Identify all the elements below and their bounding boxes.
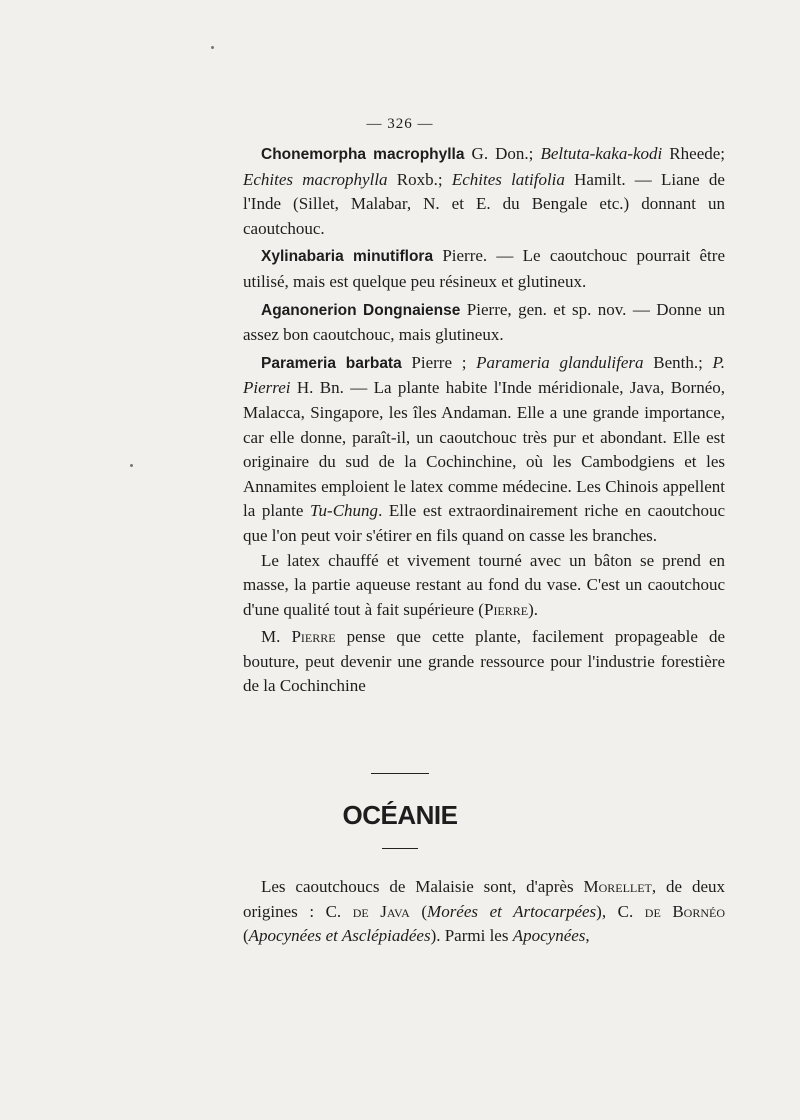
author-name: Pierre — [291, 627, 336, 647]
author-name: Morellet — [583, 877, 652, 896]
species-name: Aganonerion Dongnaiense — [261, 301, 461, 319]
entry-text: H. Bn. — La plante habite l'Inde méridionale, Java, Bornéo, Malacca, Singapore, les îles Andaman. Elle a une grande importance, car elle donne, paraît-il, un caoutchouc très pur et abondant. Elle est originaire du sud de la Cochinchine, où les Cambodgiens et les Annamites emploient le latex comme médecine. Les Chinois appellent la plante — [243, 378, 725, 521]
italic-name: Parameria glandulifera — [476, 352, 644, 372]
author-name: de Bornéo — [644, 901, 725, 921]
text-run: ), C. — [596, 901, 645, 921]
species-entry — [243, 298, 725, 348]
entry-text: Rheede; — [662, 144, 726, 163]
text-run: ). — [528, 599, 539, 619]
species-name: Xylinabaria minutiflora — [261, 248, 434, 266]
species-entry — [243, 351, 725, 549]
entry-text: . Elle est extraordinairement riche en caoutchouc que l'on peut voir s'étirer en fils quand on casse les branches. — [243, 501, 725, 545]
body-text-lower — [243, 875, 725, 949]
italic-name: Beltuta-kaka-kodi — [540, 144, 663, 163]
text-run: M. — [261, 627, 292, 647]
italic-name: Tu-Chung — [310, 501, 379, 521]
text-run: ( — [243, 926, 249, 946]
entry-text: Benth.; — [643, 352, 713, 372]
entry-text: Hamilt. — Liane de l'Inde (Sillet, Malabar, N. et E. du Bengale etc.) donnant un caoutchouc. — [243, 169, 725, 238]
text-run: pense que cette plante, facilement propageable de bouture, peut devenir une grande ressource pour l'industrie forestière de la Cochinchine — [243, 627, 725, 696]
divider-bottom — [382, 848, 418, 849]
paragraph-latex — [243, 549, 725, 623]
italic-name: Echites macrophylla — [243, 169, 388, 189]
species-name: Chonemorpha macrophylla — [261, 146, 465, 163]
italic-name: Echites latifolia — [451, 169, 565, 189]
paper-speck — [211, 46, 214, 49]
text-run: Le latex chauffé et vivement tourné avec un bâton se prend en masse, la partie aqueuse restant au fond du vase. C'est un caoutchouc d'une qualité tout à fait supérieure ( — [243, 550, 725, 619]
entry-text: Pierre. — Le caoutchouc pourrait être utilisé, mais est quelque peu résineux et glutineux. — [243, 246, 725, 291]
species-entry — [243, 142, 725, 241]
species-entry — [243, 244, 725, 294]
entry-text: G. Don.; — [464, 144, 541, 163]
text-run: ( — [409, 901, 428, 921]
italic-term: Apocynées et Asclépiadées — [248, 926, 431, 946]
paragraph-oceanie — [243, 875, 725, 949]
text-run: Les caoutchoucs de Malaisie sont, d'après — [261, 877, 584, 896]
italic-term: Morées et Artocarpées — [427, 901, 597, 921]
section-heading: OCÉANIE — [342, 800, 458, 830]
text-run: , de deux origines : C. — [243, 877, 725, 921]
text-run: ). Parmi les — [430, 926, 513, 946]
page-number: — 326 — — [366, 116, 434, 132]
entry-text: Pierre ; — [401, 352, 477, 372]
species-name: Parameria barbata — [261, 354, 402, 372]
entry-text: Pierre, gen. et sp. nov. — Donne un assez bon caoutchouc, mais glutineux. — [243, 299, 725, 345]
species-entries — [243, 142, 725, 549]
italic-name: P. Pierrei — [243, 352, 725, 398]
italic-term: Apocynées — [512, 926, 586, 946]
author-name: de Java — [352, 901, 410, 921]
paper-speck — [130, 464, 133, 467]
text-run: , — [585, 926, 590, 946]
paragraph-pierre — [243, 625, 725, 699]
author-name: Pierre — [483, 599, 529, 619]
divider-top — [371, 773, 429, 774]
body-text-upper — [243, 142, 725, 699]
entry-text: Roxb.; — [387, 169, 452, 189]
